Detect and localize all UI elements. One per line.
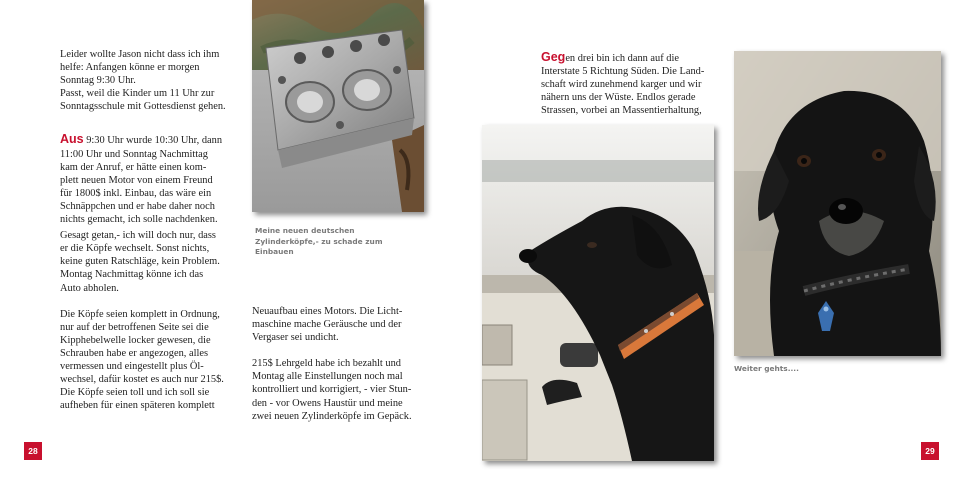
paragraph-7: Gegen drei bin ich dann auf die Interstate 5 Richtung Süden. Die Land- schaft wird zunehmend karger und wir nähern uns der Wüste. Endlos gerade Strassen, vorbei an Massentierhaltung, — [541, 50, 705, 117]
paragraph-1: Leider wollte Jason nicht dass ich ihm helfe: Anfangen könne er morgen Sonntag 9:30 Uhr. Passt, weil die Kinder um 11 Uhr zur Sonntagsschule mit Gottesdienst gehen. — [60, 49, 226, 113]
left-text-column-2 — [252, 305, 432, 436]
drop-cap-aus: Aus — [60, 132, 84, 147]
paragraph-6: 215$ Lehrgeld habe ich bezahlt und Montag alle Einstellungen noch mal kontrolliert und korrigiert, - vier Stun- den - vor Owens Haustür und meine zwei neuen Zylinderköpfe im Gepäck. — [252, 358, 412, 422]
paragraph-4: Die Köpfe seien komplett in Ordnung, nur auf der betroffenen Seite sei die Kipphebelwelle locker gewesen, die Schrauben habe er angezogen, alles vermessen und eingestellt plus Öl- wechsel, dafür kostet es auch nur 215$. Die Köpfe seien toll und ich soll sie aufheben für einen späteren komplett — [60, 308, 224, 412]
right-text-column — [541, 51, 726, 130]
drop-cap-geg: Geg — [541, 50, 566, 64]
paragraph-2: Aus 9:30 Uhr wurde 10:30 Uhr, dann 11:00 Uhr und Sonntag Nachmittag kam der Anruf, er hätte einen kom- plett neuen Motor von einem Freund für 1800$ inkl. Einbau, das wäre ein Schnäppchen und er habe daher noch nichts gemacht, ich solle nachdenken. — [60, 132, 223, 226]
paragraph-3: Gesagt getan,- ich will doch nur, dass er die Köpfe wechselt. Sonst nichts, keine guten Ratschläge, kein Problem. Montag Nachmittag könne ich das Auto abholen. — [60, 230, 220, 294]
dog-at-car-window-photo — [482, 125, 714, 461]
cylinder-heads-photo — [252, 0, 424, 212]
page-number-right: 29 — [921, 442, 939, 460]
dog-closeup-photo — [734, 51, 941, 356]
page-number-left: 28 — [24, 442, 42, 460]
paragraph-5: Neuaufbau eines Motors. Die Licht- maschine mache Geräusche und der Vergaser sei undicht. — [252, 306, 403, 344]
right-page — [482, 0, 963, 481]
left-text-column-1 — [60, 48, 238, 425]
left-page — [0, 0, 481, 481]
dog-closeup-caption: Weiter gehts.... — [734, 364, 799, 373]
cylinder-heads-caption: Meine neuen deutschen Zylinderköpfe,- zu schade zum Einbauen — [255, 226, 383, 256]
